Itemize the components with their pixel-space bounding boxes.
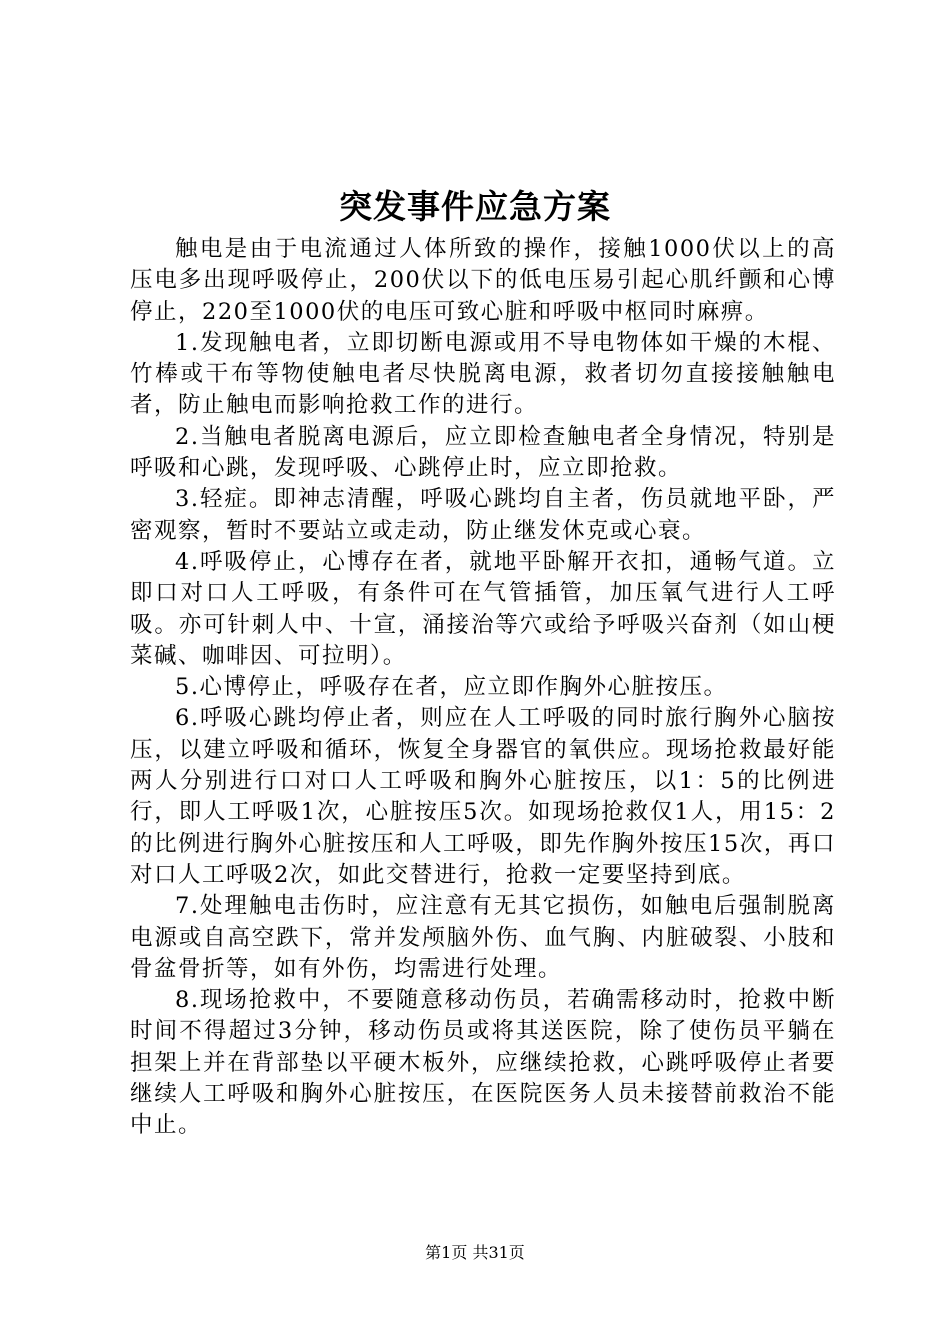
document-title: 突发事件应急方案 <box>339 187 611 226</box>
step-6-paragraph: 6.呼吸心跳均停止者，则应在人工呼吸的同时旅行胸外心脑按压，以建立呼吸和循环，恢复全身器官的氧供应。现场抢救最好能两人分别进行口对口人工呼吸和胸外心脏按压，以1：5的比例进行，即人工呼吸1次，心脏按压5次。如现场抢救仅1人，用15：2的比例进行胸外心脏按压和人工呼吸，即先作胸外按压15次，再口对口人工呼吸2次，如此交替进行，抢救一定要坚持到底。 <box>130 705 836 888</box>
step-7-paragraph: 7.处理触电击伤时，应注意有无其它损伤，如触电后强制脱离电源或自高空跌下，常并发颅脑外伤、血气胸、内脏破裂、小肢和骨盆骨折等，如有外伤，均需进行处理。 <box>130 893 836 982</box>
page-footer: 第1页 共31页 <box>425 1243 525 1262</box>
step-4-paragraph: 4.呼吸停止，心博存在者，就地平卧解开衣扣，通畅气道。立即口对口人工呼吸，有条件可在气管插管，加压氧气进行人工呼吸。亦可针刺人中、十宣，涌接治等穴或给予呼吸兴奋剂（如山梗菜碱、咖啡因、可拉明）。 <box>130 548 836 669</box>
step-3-paragraph: 3.轻症。即神志清醒，呼吸心跳均自主者，伤员就地平卧，严密观察，暂时不要站立或走动，防止继发休克或心衰。 <box>130 486 836 544</box>
step-5-paragraph: 5.心博停止，呼吸存在者，应立即作胸外心脏按压。 <box>175 674 728 701</box>
step-2-paragraph: 2.当触电者脱离电源后，应立即检查触电者全身情况，特别是呼吸和心跳，发现呼吸、心跳停止时，应立即抢救。 <box>130 423 836 482</box>
step-8-paragraph: 8.现场抢救中，不要随意移动伤员，若确需移动时，抢救中断时间不得超过3分钟，移动伤员或将其送医院，除了使伤员平躺在担架上并在背部垫以平硬木板外，应继续抢救，心跳呼吸停止者要继续人工呼吸和胸外心脏按压，在医院医务人员未接替前救治不能中止。 <box>130 987 836 1139</box>
intro-paragraph: 触电是由于电流通过人体所致的操作，接触1000伏以上的高压电多出现呼吸停止，200伏以下的低电压易引起心肌纤颤和心博停止，220至1000伏的电压可致心脏和呼吸中枢同时麻痹。 <box>130 236 836 325</box>
step-1-paragraph: 1.发现触电者，立即切断电源或用不导电物体如干燥的木棍、竹棒或干布等物使触电者尽快脱离电源，救者切勿直接接触触电者，防止触电而影响抢救工作的进行。 <box>130 329 836 419</box>
document-body <box>130 234 836 1142</box>
